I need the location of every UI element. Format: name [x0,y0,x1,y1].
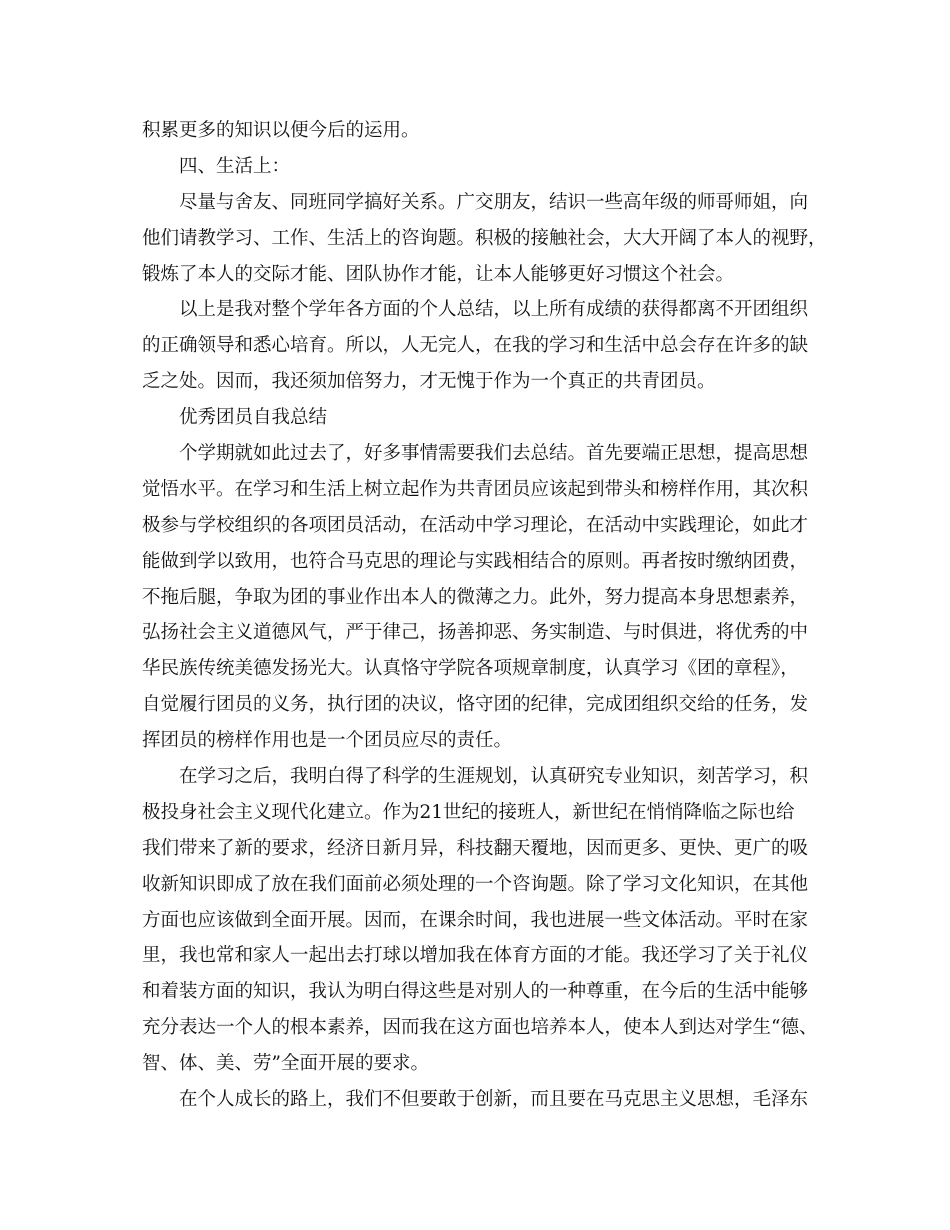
text-line: 能做到学以致用，也符合马克思的理论与实践相结合的原则。再者按时缴纳团费， [142,550,809,572]
text-line: 挥团员的榜样作用也是一个团员应尽的责任。 [142,730,513,752]
text-line: 在个人成长的路上，我们不但要敢于创新，而且要在马克思主义思想，毛泽东 [142,1089,809,1111]
text-line: 方面也应该做到全面开展。因而，在课余时间，我也进展一些文体活动。平时在家 [142,909,809,931]
text-line: 尽量与舍友、同班同学搞好关系。广交朋友，结识一些高年级的师哥师姐，向 [142,191,809,213]
text-line: 个学期就如此过去了，好多事情需要我们去总结。首先要端正思想，提高思想 [142,443,809,465]
document-body [142,113,827,1118]
text-line: 不拖后腿，争取为团的事业作出本人的微薄之力。此外，努力提高本身思想素养， [142,586,809,608]
text-line: 以上是我对整个学年各方面的个人总结，以上所有成绩的获得都离不开团组织 [142,299,809,321]
text-line: 的正确领导和悉心培育。所以，人无完人，在我的学习和生活中总会存在许多的缺 [142,335,809,357]
text-line: 四、生活上： [142,155,291,177]
text-line: 收新知识即成了放在我们面前必须处理的一个咨询题。除了学习文化知识，在其他 [142,873,809,895]
text-line: 乏之处。因而，我还须加倍努力，才无愧于作为一个真正的共青团员。 [142,371,716,393]
text-line: 极投身社会主义现代化建立。作为21世纪的接班人，新世纪在悄悄降临之际也给 [142,801,795,823]
text-line: 锻炼了本人的交际才能、团队协作才能，让本人能够更好习惯这个社会。 [142,263,735,285]
text-line: 极参与学校组织的各项团员活动，在活动中学习理论，在活动中实践理论，如此才 [142,514,809,536]
text-line: 积累更多的知识以便今后的运用。 [142,120,420,141]
text-line: 和着装方面的知识，我认为明白得这些是对别人的一种尊重，在今后的生活中能够 [142,981,809,1003]
text-line: 华民族传统美德发扬光大。认真恪守学院各项规章制度，认真学习《团的章程》， [142,658,799,680]
text-line: 在学习之后，我明白得了科学的生涯规划，认真研究专业知识，刻苦学习，积 [142,766,809,788]
text-line: 智、体、美、劳”全面开展的要求。 [142,1053,429,1075]
text-line: 优秀团员自我总结 [142,407,328,429]
text-line: 弘扬社会主义道德风气，严于律己，扬善抑恶、务实制造、与时俱进，将优秀的中 [142,622,809,644]
text-line: 充分表达一个人的根本素养，因而我在这方面也培养本人，使本人到达对学生“德、 [142,1017,818,1039]
text-line: 他们请教学习、工作、生活上的咨询题。积极的接触社会，大大开阔了本人的视野， [142,227,827,249]
text-line: 觉悟水平。在学习和生活上树立起作为共青团员应该起到带头和榜样作用，其次积 [142,478,809,500]
text-line: 我们带来了新的要求，经济日新月异，科技翻天覆地，因而更多、更快、更广的吸 [142,837,809,859]
text-line: 自觉履行团员的义务，执行团的决议，恪守团的纪律，完成团组织交给的任务，发 [142,694,809,716]
text-line: 里，我也常和家人一起出去打球以增加我在体育方面的才能。我还学习了关于礼仪 [142,945,809,967]
